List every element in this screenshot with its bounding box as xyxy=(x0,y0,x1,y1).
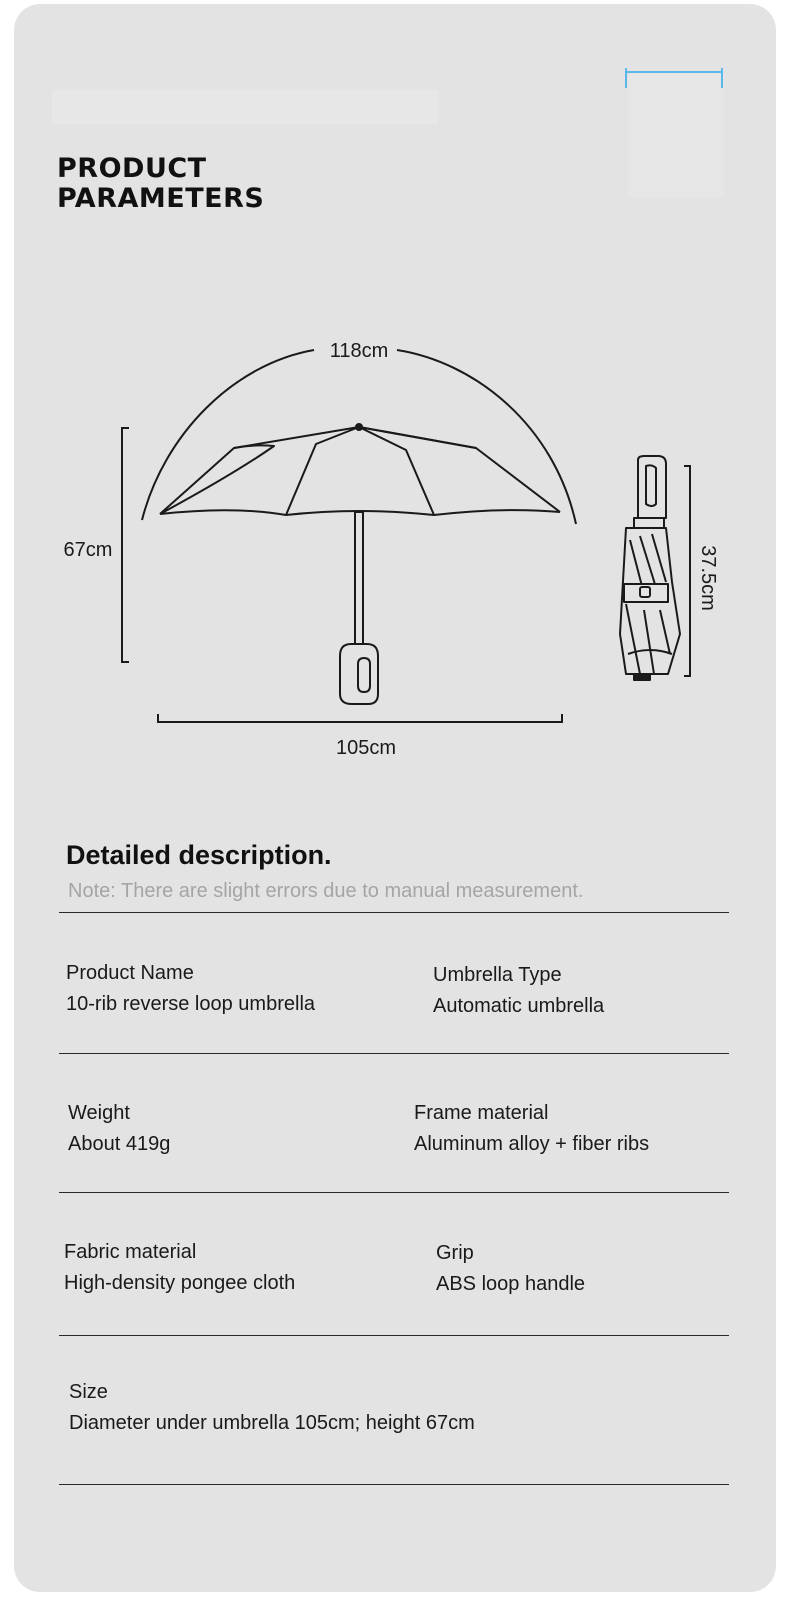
spec-label: Frame material xyxy=(414,1102,549,1124)
accent-ruler-icon xyxy=(626,68,722,88)
folded-length-dimension-line xyxy=(684,466,690,676)
spec-label: Weight xyxy=(68,1102,130,1124)
height-dimension-line xyxy=(122,428,129,662)
divider xyxy=(59,1053,729,1054)
height-label: 67cm xyxy=(63,539,113,561)
arc-length-label: 118cm xyxy=(329,340,389,362)
spec-weight xyxy=(68,1102,170,1155)
product-card xyxy=(14,4,776,1592)
divider xyxy=(59,1192,729,1193)
spec-value: High-density pongee cloth xyxy=(64,1272,296,1294)
spec-value: 10-rib reverse loop umbrella xyxy=(66,993,316,1015)
umbrella-diagram xyxy=(14,4,776,804)
divider xyxy=(59,1335,729,1336)
spec-umbrella-type xyxy=(433,964,604,1017)
measurement-note: Note: There are slight errors due to manual measurement. xyxy=(68,880,584,902)
spec-value: Aluminum alloy + fiber ribs xyxy=(414,1133,650,1155)
diameter-dimension-line xyxy=(158,714,562,722)
spec-value: Automatic umbrella xyxy=(433,995,605,1017)
spec-value: About 419g xyxy=(68,1133,171,1155)
spec-value: Diameter under umbrella 105cm; height 67cm xyxy=(69,1412,475,1434)
description-heading: Detailed description. xyxy=(66,840,332,870)
spec-label: Umbrella Type xyxy=(433,964,562,986)
open-umbrella-icon xyxy=(160,424,560,704)
spec-label: Fabric material xyxy=(64,1241,197,1263)
spec-product-name xyxy=(66,962,315,1015)
divider xyxy=(59,912,729,913)
spec-fabric-material xyxy=(64,1241,295,1294)
title-line-2: PARAMETERS xyxy=(57,183,265,214)
spec-value: ABS loop handle xyxy=(436,1273,586,1295)
divider xyxy=(59,1484,729,1485)
diameter-label: 105cm xyxy=(335,737,397,759)
spec-grip xyxy=(436,1242,585,1295)
spec-size xyxy=(69,1381,475,1434)
title-line-1: PRODUCT xyxy=(57,153,207,184)
spec-label: Product Name xyxy=(66,962,194,984)
folded-length-label: 37.5cm xyxy=(697,545,719,611)
spec-label: Size xyxy=(69,1381,108,1403)
spec-frame-material xyxy=(414,1102,649,1155)
spec-label: Grip xyxy=(436,1242,474,1264)
folded-umbrella-icon xyxy=(620,456,680,680)
arc-dimension-line xyxy=(142,350,576,524)
